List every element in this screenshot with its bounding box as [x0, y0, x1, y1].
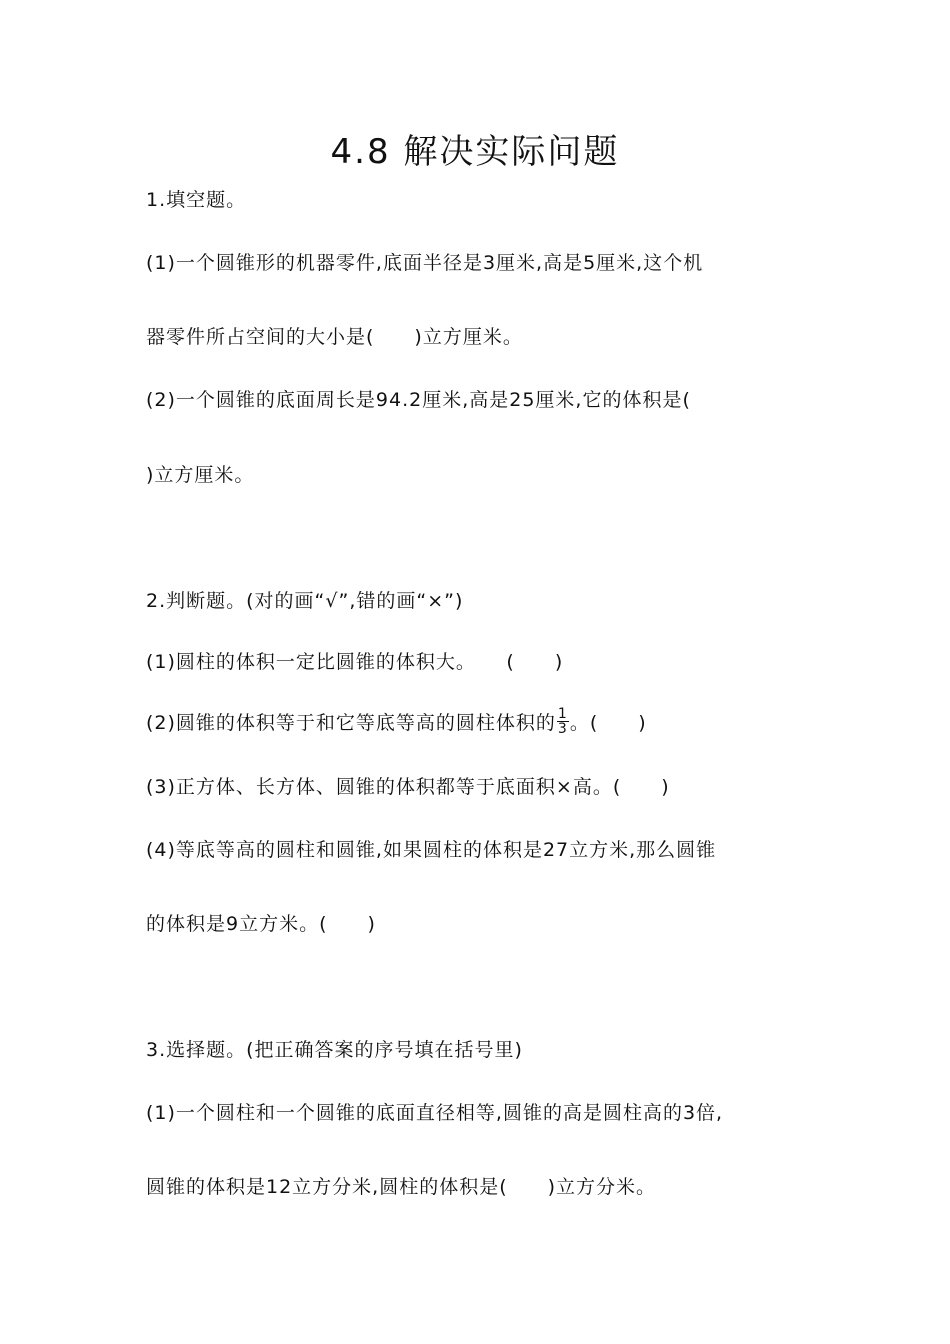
- question-2-2-text: (2)圆锥的体积等于和它等底等高的圆柱体积的: [146, 712, 556, 734]
- fraction-denominator: 3: [557, 721, 568, 737]
- fraction-one-third: [557, 707, 569, 736]
- question-2-4-line-2: 的体积是9立方米。( ): [146, 913, 376, 935]
- question-2-4-line-1: (4)等底等高的圆柱和圆锥,如果圆柱的体积是27立方米,那么圆锥: [146, 839, 717, 861]
- section-2-heading: 2.判断题。(对的画“√”,错的画“×”): [146, 590, 464, 612]
- question-1-1-line-1: (1)一个圆锥形的机器零件,底面半径是3厘米,高是5厘米,这个机: [146, 252, 704, 274]
- fraction-numerator: 1: [557, 706, 568, 722]
- question-1-2-line-2: )立方厘米。: [146, 464, 255, 486]
- question-2-2-answer: 。( ): [569, 712, 647, 734]
- question-1-2-line-1: (2)一个圆锥的底面周长是94.2厘米,高是25厘米,它的体积是(: [146, 389, 691, 411]
- question-2-3: (3)正方体、长方体、圆锥的体积都等于底面积×高。( ): [146, 776, 670, 798]
- question-1-1-line-2: 器零件所占空间的大小是( )立方厘米。: [146, 326, 523, 348]
- question-2-1: (1)圆柱的体积一定比圆锥的体积大。 ( ): [146, 651, 564, 673]
- question-3-1-line-2: 圆锥的体积是12立方分米,圆柱的体积是( )立方分米。: [146, 1176, 657, 1198]
- question-2-2: [146, 706, 647, 738]
- section-3-heading: 3.选择题。(把正确答案的序号填在括号里): [146, 1039, 523, 1061]
- question-3-1-line-1: (1)一个圆柱和一个圆锥的底面直径相等,圆锥的高是圆柱高的3倍,: [146, 1102, 724, 1124]
- page-title: 4.8 解决实际问题: [330, 132, 620, 172]
- section-1-heading: 1.填空题。: [146, 189, 247, 211]
